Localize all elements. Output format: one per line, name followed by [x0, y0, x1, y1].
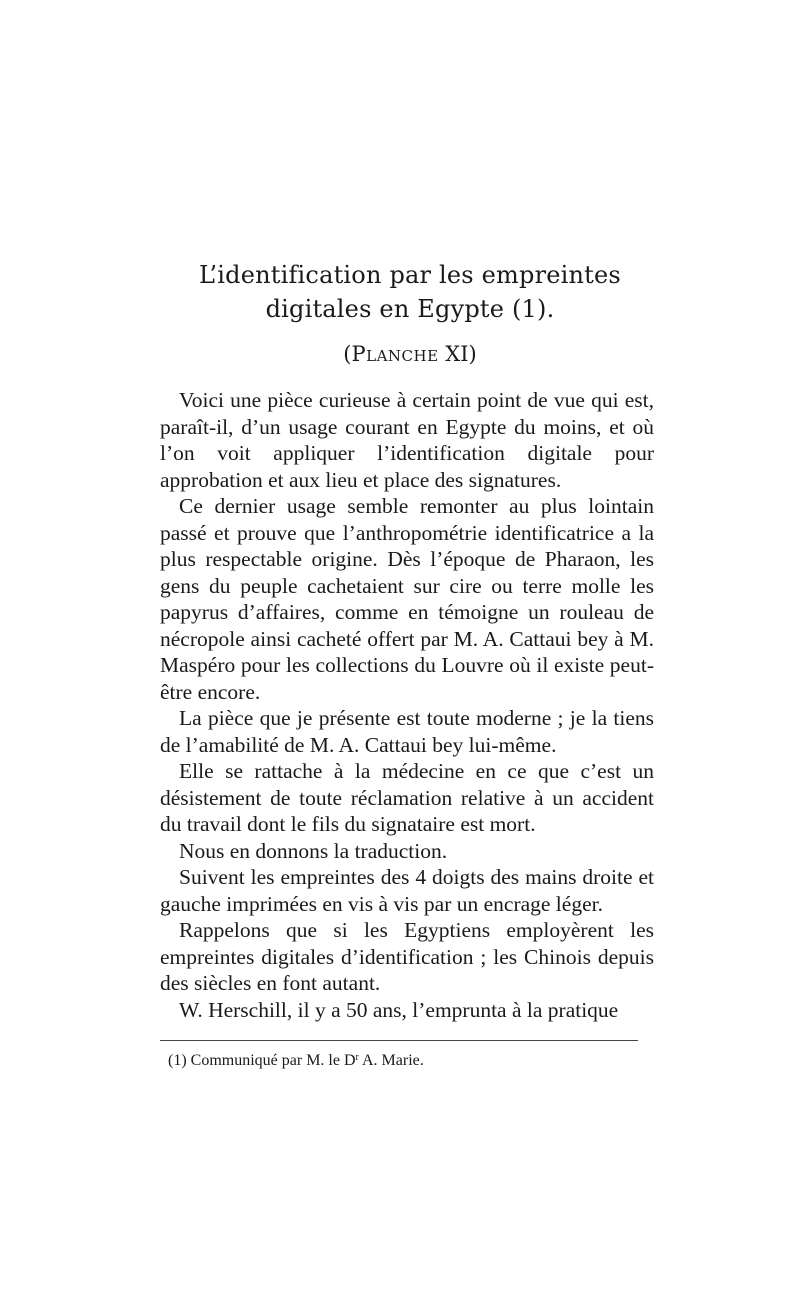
paragraph: Nous en donnons la traduction.: [179, 838, 448, 863]
paragraph: Suivent les empreintes des 4 doigts des mains droite et gauche imprimées en vis à vis par un encrage léger.: [160, 865, 654, 916]
footnote-divider: [160, 1040, 638, 1041]
footnote-text-end: A. Marie.: [358, 1052, 424, 1069]
plate-numeral: XI: [445, 342, 469, 366]
footnote: [168, 1047, 424, 1072]
plate-open-paren: (: [343, 342, 352, 366]
paragraph: W. Herschill, il y a 50 ans, l’emprunta à la pratique: [179, 997, 619, 1022]
article-body: [160, 387, 654, 1023]
paragraph: Ce dernier usage semble remonter au plus lointain passé et prouve que l’anthropométrie identificatrice a la plus respectable origine. Dès l’époque de Pharaon, les gens du peuple cachetaient sur cire ou terre molle les papyrus d’affaires, comme en témoigne un rouleau de nécropole ainsi cacheté offert par M. A. Cattaui bey à M. Maspéro pour les collections du Louvre où il existe peut-être encore.: [160, 494, 654, 704]
footnote-superscript: r: [355, 1052, 359, 1063]
paragraph: Elle se rattache à la médecine en ce que c’est un désistement de toute réclamation relative à un accident du travail dont le fils du signataire est mort.: [160, 759, 654, 836]
footnote-text: Communiqué par M. le D: [190, 1052, 356, 1069]
paragraph: Rappelons que si les Egyptiens employèrent les empreintes digitales d’identification ; les Chinois depuis des siècles en font autant.: [160, 918, 654, 995]
article-title-line-1: L’identification par les empreintes: [199, 261, 621, 289]
article-title-line-2: digitales en Egypte (1).: [265, 295, 555, 323]
paragraph: Voici une pièce curieuse à certain point de vue qui est, paraît-il, d’un usage courant en Egypte du moins, et où l’on voit appliquer l’identification digitale pour approbation et aux lieu et place des signatures.: [160, 388, 654, 492]
plate-word: Planche: [351, 342, 439, 366]
plate-close-paren: ): [468, 342, 477, 366]
paragraph: La pièce que je présente est toute moderne ; je la tiens de l’amabilité de M. A. Cattaui bey lui-même.: [160, 706, 654, 757]
footnote-marker: (1): [168, 1052, 187, 1069]
plate-reference: [150, 339, 670, 369]
